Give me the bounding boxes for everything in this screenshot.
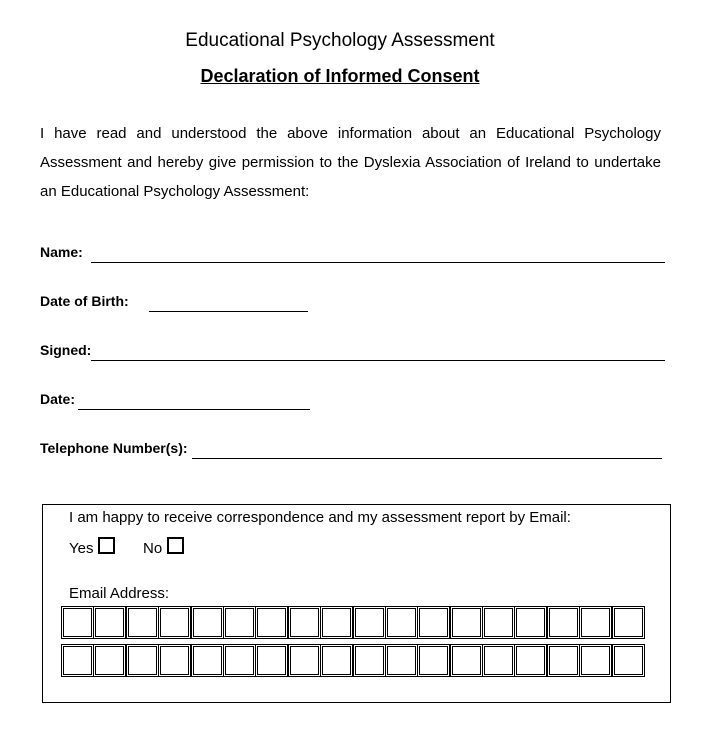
name-label: Name: bbox=[40, 244, 83, 260]
telephone-field bbox=[40, 440, 662, 460]
email-char-cell[interactable] bbox=[581, 608, 610, 637]
email-char-cell[interactable] bbox=[581, 646, 610, 675]
telephone-line[interactable] bbox=[192, 458, 662, 459]
email-char-cell[interactable] bbox=[128, 646, 157, 675]
email-char-cell[interactable] bbox=[419, 646, 448, 675]
email-address-label: Email Address: bbox=[69, 585, 170, 602]
email-char-cell[interactable] bbox=[387, 608, 416, 637]
email-char-cell[interactable] bbox=[516, 646, 545, 675]
email-grid-row-1 bbox=[63, 608, 646, 637]
document-subtitle: Declaration of Informed Consent bbox=[200, 66, 480, 86]
signed-field bbox=[40, 342, 665, 362]
email-char-cell[interactable] bbox=[63, 608, 92, 637]
email-char-cell[interactable] bbox=[355, 608, 384, 637]
email-char-cell[interactable] bbox=[387, 646, 416, 675]
name-line[interactable] bbox=[91, 262, 665, 263]
email-char-cell[interactable] bbox=[193, 646, 222, 675]
no-option bbox=[143, 537, 184, 557]
date-label: Date: bbox=[40, 391, 76, 407]
email-char-cell[interactable] bbox=[322, 646, 351, 675]
yes-label: Yes bbox=[69, 540, 94, 557]
date-field bbox=[40, 391, 310, 411]
email-char-cell[interactable] bbox=[257, 608, 286, 637]
dob-line[interactable] bbox=[149, 311, 308, 312]
email-char-cell[interactable] bbox=[484, 608, 513, 637]
date-line[interactable] bbox=[78, 409, 310, 410]
email-char-cell[interactable] bbox=[549, 608, 578, 637]
signed-line[interactable] bbox=[91, 360, 665, 361]
email-char-cell[interactable] bbox=[452, 608, 481, 637]
email-char-cell[interactable] bbox=[290, 608, 319, 637]
email-char-cell[interactable] bbox=[257, 646, 286, 675]
email-char-cell[interactable] bbox=[160, 608, 189, 637]
consent-paragraph: I have read and understood the above information about an Educational Psychology Assessment and hereby give permission to the Dyslexia Association of Ireland to undertake an Educational Psychology Assessment: bbox=[40, 125, 661, 200]
email-consent-box bbox=[42, 504, 671, 703]
no-checkbox[interactable] bbox=[167, 537, 184, 554]
email-char-cell[interactable] bbox=[225, 608, 254, 637]
email-char-cell[interactable] bbox=[355, 646, 384, 675]
email-char-cell[interactable] bbox=[419, 608, 448, 637]
signed-label: Signed: bbox=[40, 342, 92, 358]
dob-field bbox=[40, 293, 308, 313]
yes-checkbox[interactable] bbox=[98, 537, 115, 554]
email-char-cell[interactable] bbox=[193, 608, 222, 637]
dob-label: Date of Birth: bbox=[40, 293, 129, 309]
email-char-cell[interactable] bbox=[614, 646, 643, 675]
email-char-cell[interactable] bbox=[516, 608, 545, 637]
email-char-cell[interactable] bbox=[160, 646, 189, 675]
email-char-cell[interactable] bbox=[484, 646, 513, 675]
email-char-cell[interactable] bbox=[322, 608, 351, 637]
document-title: Educational Psychology Assessment bbox=[185, 30, 495, 51]
email-char-cell[interactable] bbox=[95, 646, 124, 675]
name-field bbox=[40, 244, 665, 264]
yes-option bbox=[69, 537, 115, 557]
email-char-cell[interactable] bbox=[128, 608, 157, 637]
email-char-cell[interactable] bbox=[63, 646, 92, 675]
no-label: No bbox=[143, 540, 163, 557]
email-char-cell[interactable] bbox=[95, 608, 124, 637]
email-consent-prompt: I am happy to receive correspondence and my assessment report by Email: bbox=[69, 509, 571, 526]
email-char-cell[interactable] bbox=[452, 646, 481, 675]
email-char-cell[interactable] bbox=[225, 646, 254, 675]
email-char-cell[interactable] bbox=[549, 646, 578, 675]
email-grid-row-2 bbox=[63, 646, 646, 675]
telephone-label: Telephone Number(s): bbox=[40, 440, 188, 456]
email-char-cell[interactable] bbox=[290, 646, 319, 675]
email-char-cell[interactable] bbox=[614, 608, 643, 637]
